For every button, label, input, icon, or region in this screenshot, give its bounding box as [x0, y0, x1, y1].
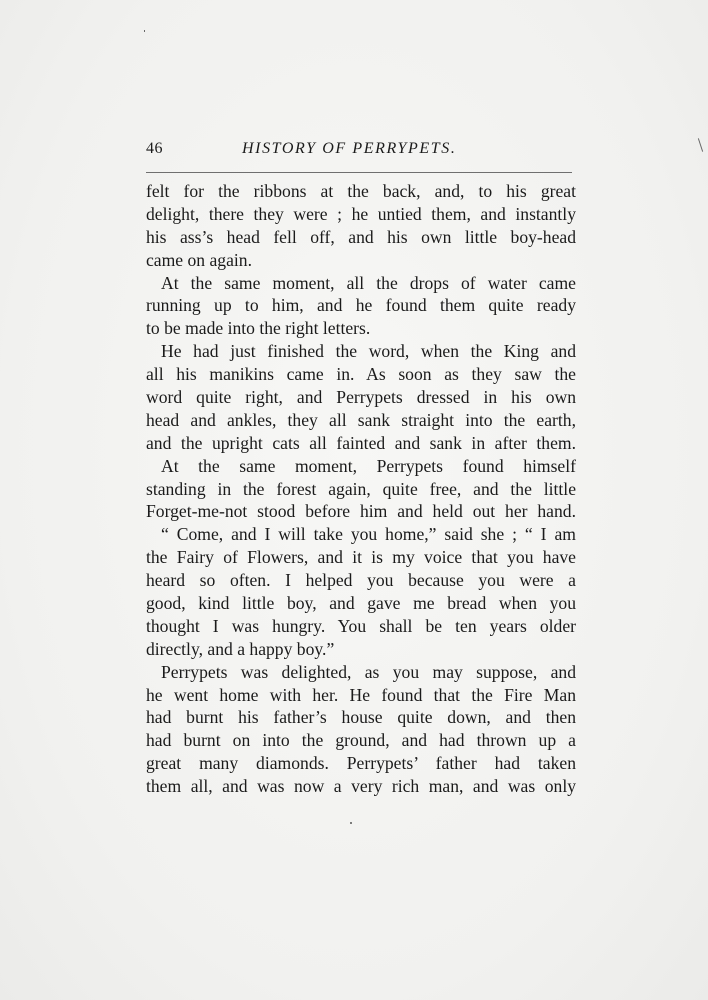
text-line: his ass’s head fell off, and his own little boy-head	[146, 226, 576, 247]
text-line: to be made into the right letters.	[146, 318, 371, 339]
text-line: delight, there they were ; he untied them, and instantly	[146, 203, 576, 224]
text-line: head and ankles, they all sank straight into the earth,	[146, 409, 576, 430]
paragraph	[146, 523, 576, 660]
text-line: them all, and was now a very rich man, and was only	[146, 776, 576, 797]
paragraph	[146, 661, 576, 798]
ink-speck	[350, 822, 352, 824]
page-edge-mark	[698, 138, 703, 152]
text-line: standing in the forest again, quite free, and the little	[146, 478, 576, 499]
text-line: At the same moment, all the drops of water came	[161, 272, 576, 293]
text-line: Perrypets was delighted, as you may suppose, and	[161, 661, 576, 682]
text-line: and the upright cats all fainted and sank in after them.	[146, 432, 576, 453]
text-line: good, kind little boy, and gave me bread when you	[146, 593, 576, 614]
text-line: had burnt his father’s house quite down, and then	[146, 707, 576, 728]
running-head: HISTORY OF PERRYPETS.	[242, 140, 457, 157]
paragraph	[146, 180, 576, 272]
ink-speck	[144, 30, 145, 32]
paragraph	[146, 455, 576, 524]
text-line: At the same moment, Perrypets found himself	[161, 455, 576, 476]
text-line: felt for the ribbons at the back, and, to his great	[146, 181, 576, 201]
text-line: came on again.	[146, 249, 253, 270]
text-line: directly, and a happy boy.”	[146, 638, 335, 659]
body-text	[146, 180, 576, 798]
text-line: he went home with her. He found that the Fire Man	[146, 684, 576, 705]
paragraph	[146, 272, 576, 341]
text-line: thought I was hungry. You shall be ten years older	[146, 615, 576, 636]
text-line: running up to him, and he found them quite ready	[146, 295, 576, 316]
text-line: great many diamonds. Perrypets’ father had taken	[146, 753, 576, 774]
text-line: all his manikins came in. As soon as they saw the	[146, 364, 576, 385]
text-line: heard so often. I helped you because you were a	[146, 570, 576, 591]
header-rule	[146, 172, 572, 173]
page-header	[146, 140, 576, 164]
text-line: the Fairy of Flowers, and it is my voice that you have	[146, 547, 576, 568]
paragraph	[146, 340, 576, 454]
text-line: word quite right, and Perrypets dressed in his own	[146, 387, 576, 408]
text-line: Forget-me-not stood before him and held out her hand.	[146, 501, 576, 522]
text-line: He had just finished the word, when the King and	[161, 341, 576, 362]
text-line: had burnt on into the ground, and had thrown up a	[146, 730, 576, 751]
page-number: 46	[146, 140, 163, 157]
text-line: “ Come, and I will take you home,” said she ; “ I am	[161, 524, 576, 545]
